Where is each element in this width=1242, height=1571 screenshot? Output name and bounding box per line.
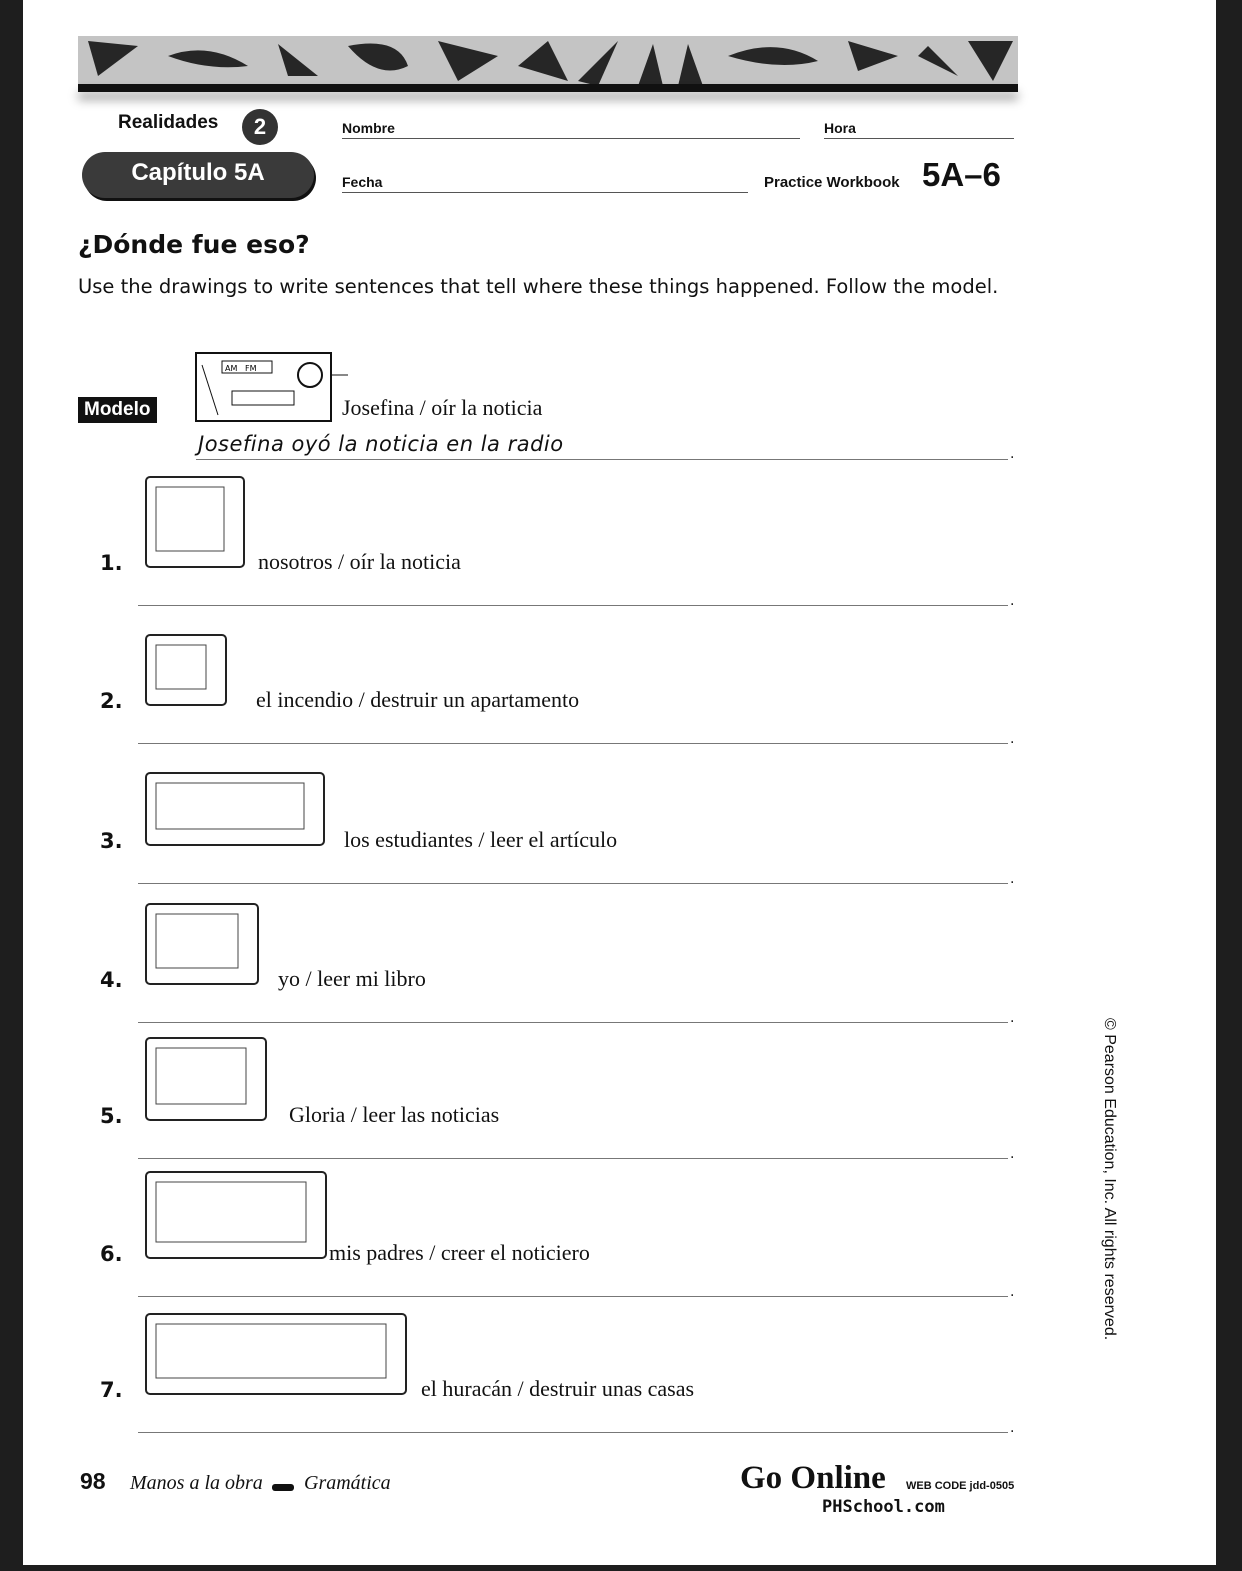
- decorative-banner: [78, 36, 1018, 86]
- model-answer: Josefina oyó la noticia en la radio: [198, 432, 564, 456]
- instructions: Use the drawings to write sentences that tell where these things happened. Follow the model.: [78, 275, 999, 298]
- chapter-badge: Capítulo 5A: [82, 152, 314, 198]
- workbook-label: Practice Workbook: [764, 174, 900, 191]
- answer-line[interactable]: [138, 605, 1008, 606]
- answer-period: .: [1010, 1420, 1015, 1436]
- item-prompt: mis padres / creer el noticiero: [329, 1240, 590, 1265]
- footer-subsection: Gramática: [304, 1472, 391, 1494]
- item-number: 6.: [100, 1242, 123, 1266]
- answer-period: .: [1010, 1146, 1015, 1162]
- item-number: 1.: [100, 551, 123, 575]
- parents-watching-tv-icon: [142, 1168, 332, 1264]
- radio-icon: [180, 345, 350, 425]
- hurricane-houses-icon: [142, 1310, 412, 1400]
- answer-line[interactable]: [138, 1296, 1008, 1297]
- copyright-notice: © Pearson Education, Inc. All rights reserved.: [1101, 1018, 1118, 1341]
- web-code: WEB CODE jdd-0505: [906, 1480, 1015, 1492]
- item-number: 5.: [100, 1104, 123, 1128]
- television-icon: [142, 473, 250, 573]
- answer-period: .: [1010, 1010, 1015, 1026]
- footer-separator: [272, 1484, 294, 1491]
- series-title: Realidades: [118, 112, 219, 133]
- library-icon: [142, 900, 264, 990]
- item-prompt: Gloria / leer las noticias: [289, 1102, 500, 1127]
- page-number: 98: [80, 1468, 106, 1494]
- scan-border-right: [1216, 0, 1242, 1571]
- date-field[interactable]: [342, 192, 748, 193]
- model-period: .: [1010, 446, 1015, 462]
- computer-girl-icon: [142, 1034, 272, 1126]
- answer-period: .: [1010, 1284, 1015, 1300]
- scan-border-left: [0, 0, 23, 1571]
- item-prompt: los estudiantes / leer el artículo: [344, 827, 618, 852]
- model-label: Modelo: [78, 397, 157, 423]
- banner-rule: [78, 84, 1018, 92]
- model-answer-line: [196, 459, 1008, 460]
- item-number: 4.: [100, 968, 123, 992]
- answer-line[interactable]: [138, 1158, 1008, 1159]
- newspapers-icon: [142, 769, 330, 851]
- item-prompt: el incendio / destruir un apartamento: [256, 687, 580, 712]
- item-number: 3.: [100, 829, 123, 853]
- model-prompt: Josefina / oír la noticia: [342, 395, 543, 420]
- radio-am-label: AM: [225, 364, 238, 373]
- hour-label: Hora: [824, 120, 856, 136]
- level-badge: 2: [242, 109, 278, 145]
- website-link[interactable]: PHSchool.com: [822, 1497, 945, 1517]
- answer-period: .: [1010, 871, 1015, 887]
- item-prompt: el huracán / destruir unas casas: [421, 1376, 695, 1401]
- go-online-logo: Go Online: [740, 1460, 886, 1496]
- apartment-building-icon: [142, 631, 232, 711]
- activity-number: 5A–6: [922, 156, 1001, 193]
- hour-field[interactable]: [824, 138, 1014, 139]
- item-prompt: yo / leer mi libro: [278, 966, 426, 991]
- scan-border-bottom: [0, 1565, 1242, 1571]
- answer-period: .: [1010, 593, 1015, 609]
- radio-fm-label: FM: [245, 364, 257, 373]
- activity-title: ¿Dónde fue eso?: [78, 230, 310, 259]
- name-label: Nombre: [342, 120, 395, 136]
- item-prompt: nosotros / oír la noticia: [258, 549, 461, 574]
- footer-section: Manos a la obra: [130, 1472, 263, 1494]
- item-number: 2.: [100, 689, 123, 713]
- item-number: 7.: [100, 1378, 123, 1402]
- answer-line[interactable]: [138, 743, 1008, 744]
- answer-line[interactable]: [138, 883, 1008, 884]
- name-field[interactable]: [342, 138, 800, 139]
- answer-line[interactable]: [138, 1432, 1008, 1433]
- answer-period: .: [1010, 731, 1015, 747]
- answer-line[interactable]: [138, 1022, 1008, 1023]
- date-label: Fecha: [342, 174, 383, 190]
